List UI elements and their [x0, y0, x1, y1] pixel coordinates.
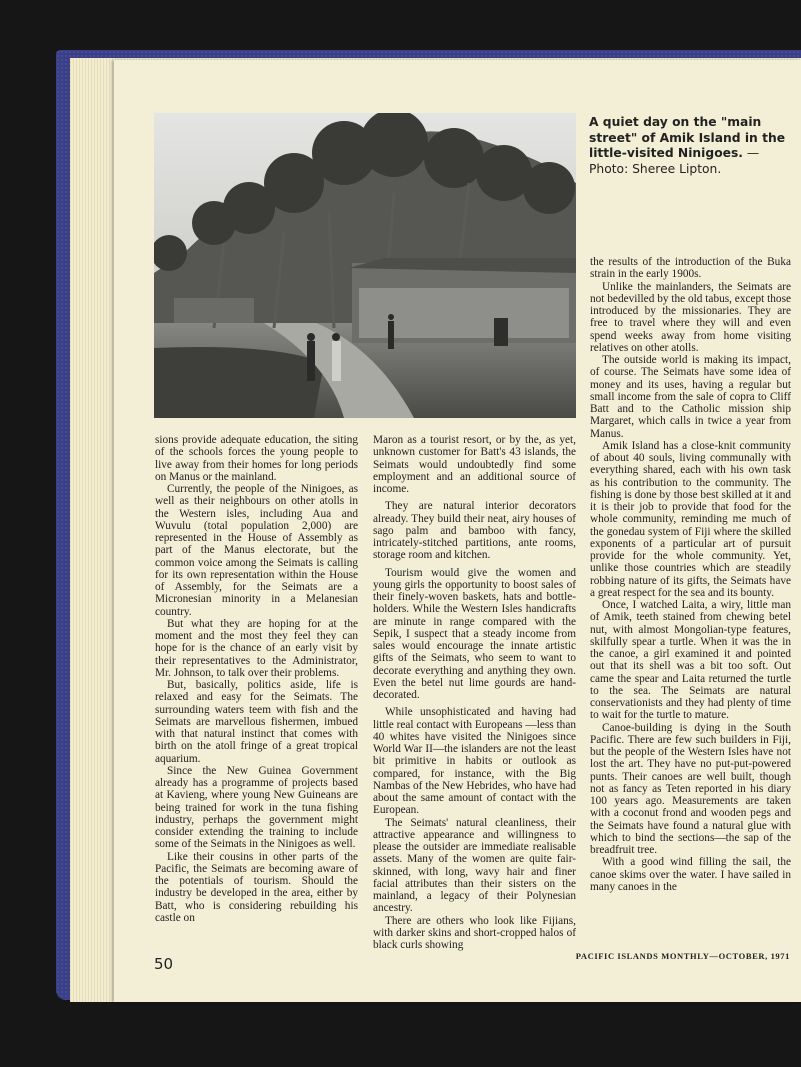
photo-caption	[589, 115, 789, 177]
paragraph: Maron as a tourist resort, or by the, as yet, unknown customer for Batt's 43 islands, the Seimats would undoubtedly find some employment and an additional source of income.	[373, 434, 576, 495]
village-street-photo	[154, 113, 576, 418]
paragraph: But, basically, politics aside, life is relaxed and easy for the Seimats. The surrounding waters teem with fish and the Seimats are marvellous fishermen, imbued with that natural instinct that comes with birth on the atoll fringe of a great tropical aquarium.	[155, 679, 358, 765]
paragraph: But what they are hoping for at the moment and the most they feel they can hope for is the chance of an early visit by their representatives to the Administrator, Mr. Johnson, to talk over their problems.	[155, 617, 358, 679]
caption-title: A quiet day on the "main street" of Amik Island in the little-visited Ninigoes.	[589, 115, 786, 160]
paragraph: Amik Island has a close-knit community of about 40 souls, living communally with everything shared, each with his own task as his contribution to the community. The fishing is done by those best skilled at it and it is their job to provide that food for the whole community, reminding me much of the gonedau system of Fiji where the skilled exponents of a particular art of pursuit provide for the whole community. Yet, unlike those countries which are steadily robbing nature of its gifts, the Seimats have a great respect for the sea and its bounty.	[590, 439, 791, 599]
running-footer: PACIFIC ISLANDS MONTHLY—OCTOBER, 1971	[575, 951, 790, 961]
paragraph: Unlike the mainlanders, the Seimats are not bedevilled by the old tabus, except those introduced by the missionaries. They are free to travel where they will and even spend weeks away from home visiting relatives on other atolls.	[590, 280, 791, 354]
text-column-3	[590, 256, 791, 893]
paragraph: Canoe-building is dying in the South Pacific. There are few such builders in Fiji, but the people of the Western Isles have not lost the art. They have no put-put-powered punts. Their canoes are well built, though not as fancy as Teten reported in his diary 100 years ago. Measurements are taken with a coconut frond and wooden pegs and the Seimats have found a natural glue with which to bind the sections—the sap of the breadfruit tree.	[590, 721, 791, 856]
text-column-1	[155, 434, 358, 924]
paragraph: The outside world is making its impact, of course. The Seimats have some idea of money and its uses, having a regular but small income from the sale of copra to Cliff Batt and to the Catholic mission ship Margaret, which calls in twice a year from Manus.	[590, 354, 791, 440]
paragraph: With a good wind filling the sail, the canoe skims over the water. I have sailed in many canoes in the	[590, 856, 791, 893]
paragraph: The Seimats' natural cleanliness, their attractive appearance and willingness to please the outsider are immediate realisable assets. Many of the women are quite fair-skinned, with long, wavy hair and finer facial attributes than their sisters on the mainland, a legacy of their Polynesian ancestry.	[373, 816, 576, 915]
caption-credit: — Photo: Sheree Lipton.	[589, 146, 760, 176]
paragraph: There are others who look like Fijians, with darker skins and short-cropped halos of black curls showing	[373, 914, 576, 951]
paragraph: the results of the introduction of the Buka strain in the early 1900s.	[590, 256, 791, 281]
paragraph: Once, I watched Laita, a wiry, little man of Amik, teeth stained from chewing betel nut, with almost Mongolian-type features, skilfully spear a turtle. When it was the in the canoe, a girl examined it and pointed out that its shell was a bit too soft. Out came the spear and Laita returned the turtle to the sea. The Seimats are natural conservationists and they had plenty of time to wait for the turtle to mature.	[590, 599, 791, 722]
page-number: 50	[154, 955, 174, 973]
paragraph: While unsophisticated and having had little real contact with Europeans —less than 40 whites have visited the Ninigoes since World War II—the islanders are not the least bit primitive in habits or outlook as compared, for instance, with the Big Nambas of the New Hebrides, who have had about the same amount of contact with the European.	[373, 706, 576, 817]
paragraph: Like their cousins in other parts of the Pacific, the Seimats are becoming aware of the potentials of tourism. Should the industry be developed in the area, either by Batt, who is considering rebuilding his castle on	[155, 850, 358, 924]
text-column-2	[373, 434, 576, 951]
paragraph: sions provide adequate education, the siting of the schools forces the young people to live away from their homes for long periods on Manus or the mainland.	[155, 434, 358, 483]
paragraph: They are natural interior decorators already. They build their neat, airy houses of sago palm and bamboo with fancy, intricately-stitched partitions, ante rooms, storage room and kitchen.	[373, 500, 576, 562]
paragraph: Tourism would give the women and young girls the opportunity to boost sales of their finely-woven baskets, hats and bottle-holders. While the Western Isles handicrafts are minute in range compared with the Sepik, I suspect that a steady income from sales would encourage the innate artistic gifts of the Seimats, who seem to want to decorate everything and anything they own. Even the betel nut lime gourds are hand-decorated.	[373, 566, 576, 701]
paragraph: Since the New Guinea Government already has a programme of projects based at Kavieng, where young New Guineans are being trained for work in the tuna fishing industry, perhaps the government might consider extending the training to include some of the Seimats in the Ninigoes as well.	[155, 764, 358, 851]
paragraph: Currently, the people of the Ninigoes, as well as their neighbours on other atolls in the Western isles, including Aua and Wuvulu (total population 2,000) are represented in the House of Assembly as part of the Manus electorate, but the common voice among the Seimats is calling for its own representation within the House of Assembly, for the Seimats are a Micronesian minority in a Melanesian country.	[155, 483, 358, 618]
